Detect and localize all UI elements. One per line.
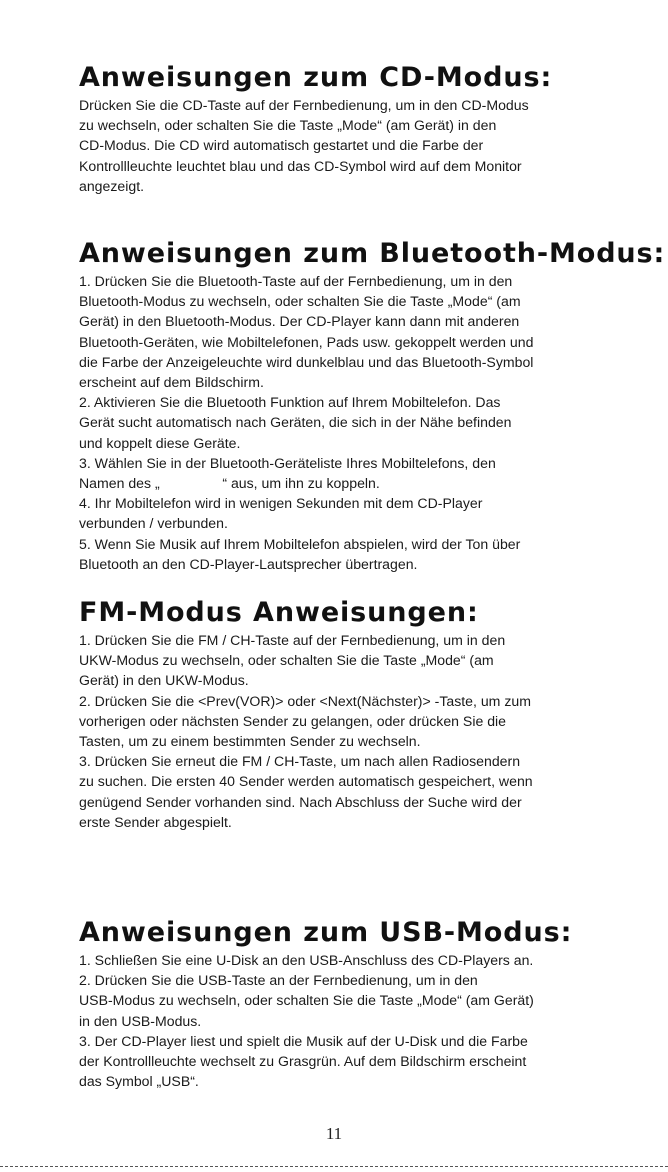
section-heading: FM-Modus Anweisungen: (79, 597, 479, 628)
section-heading: Anweisungen zum CD-Modus: (79, 62, 553, 93)
text-line: Bluetooth an den CD-Player-Lautsprecher übertragen. (79, 555, 418, 572)
text-line: 3. Drücken Sie erneut die FM / CH-Taste, um nach allen Radiosendern (79, 753, 521, 770)
text-line: zu suchen. Die ersten 40 Sender werden automatisch gespeichert, wenn (79, 773, 533, 790)
section-cd-mode (79, 61, 599, 196)
text-line: Namen des „ “ aus, um ihn zu koppeln. (79, 475, 380, 492)
text-line: erste Sender abgespielt. (79, 813, 232, 830)
text-line: das Symbol „USB“. (79, 1073, 199, 1090)
text-line: der Kontrollleuchte wechselt zu Grasgrün. Auf dem Bildschirm erscheint (79, 1053, 527, 1070)
section-heading: Anweisungen zum Bluetooth-Modus: (79, 238, 666, 269)
text-line: Tasten, um zu einem bestimmten Sender zu wechseln. (79, 733, 421, 750)
text-line: Kontrollleuchte leuchtet blau und das CD-Symbol wird auf dem Monitor (79, 157, 522, 174)
section-body (79, 950, 599, 1091)
text-line: angezeigt. (79, 177, 145, 194)
text-line: 5. Wenn Sie Musik auf Ihrem Mobiltelefon abspielen, wird der Ton über (79, 535, 521, 552)
text-line: Drücken Sie die CD-Taste auf der Fernbedienung, um in den CD-Modus (79, 97, 529, 113)
section-usb-mode (79, 916, 599, 1091)
text-line: 2. Drücken Sie die <Prev(VOR)> oder <Next(Nächster)> -Taste, um zum (79, 692, 531, 709)
text-line: 1. Schließen Sie eine U-Disk an den USB-Anschluss des CD-Players an. (79, 952, 534, 968)
text-line: 1. Drücken Sie die Bluetooth-Taste auf der Fernbedienung, um in den (79, 273, 513, 289)
footer-divider (0, 1166, 668, 1167)
text-line: 2. Drücken Sie die USB-Taste an der Fernbedienung, um in den (79, 972, 478, 989)
text-line: 2. Aktivieren Sie die Bluetooth Funktion auf Ihrem Mobiltelefon. Das (79, 394, 501, 411)
section-heading: Anweisungen zum USB-Modus: (79, 917, 573, 948)
text-line: die Farbe der Anzeigeleuchte wird dunkelblau und das Bluetooth-Symbol (79, 353, 534, 370)
text-line: Bluetooth-Geräten, wie Mobiltelefonen, Pads usw. gekoppelt werden und (79, 333, 534, 350)
text-line: genügend Sender vorhanden sind. Nach Abschluss der Suche wird der (79, 793, 522, 810)
text-line: Gerät sucht automatisch nach Geräten, die sich in der Nähe befinden (79, 414, 512, 431)
text-line: verbunden / verbunden. (79, 515, 228, 532)
text-line: und koppelt diese Geräte. (79, 434, 241, 451)
text-line: UKW-Modus zu wechseln, oder schalten Sie die Taste „Mode“ (am (79, 652, 494, 669)
text-line: Bluetooth-Modus zu wechseln, oder schalten Sie die Taste „Mode“ (am (79, 293, 521, 310)
text-line: 3. Wählen Sie in der Bluetooth-Geräteliste Ihres Mobiltelefons, den (79, 454, 496, 471)
text-line: 1. Drücken Sie die FM / CH-Taste auf der Fernbedienung, um in den (79, 632, 506, 648)
text-line: zu wechseln, oder schalten Sie die Taste „Mode“ (am Gerät) in den (79, 117, 497, 134)
text-line: vorherigen oder nächsten Sender zu gelangen, oder drücken Sie die (79, 712, 507, 729)
text-line: Gerät) in den UKW-Modus. (79, 672, 249, 689)
section-body (79, 271, 599, 574)
text-line: 3. Der CD-Player liest und spielt die Musik auf der U-Disk und die Farbe (79, 1032, 528, 1049)
section-body (79, 95, 599, 196)
text-line: Gerät) in den Bluetooth-Modus. Der CD-Player kann dann mit anderen (79, 313, 520, 330)
section-fm-mode (79, 596, 599, 832)
text-line: 4. Ihr Mobiltelefon wird in wenigen Sekunden mit dem CD-Player (79, 495, 483, 512)
text-line: USB-Modus zu wechseln, oder schalten Sie die Taste „Mode“ (am Gerät) (79, 992, 534, 1009)
text-line: erscheint auf dem Bildschirm. (79, 374, 264, 391)
section-body (79, 630, 599, 832)
text-line: in den USB-Modus. (79, 1012, 202, 1029)
section-bluetooth-mode (79, 237, 666, 574)
text-line: CD-Modus. Die CD wird automatisch gestartet und die Farbe der (79, 137, 484, 154)
page-number: 11 (325, 1124, 343, 1143)
